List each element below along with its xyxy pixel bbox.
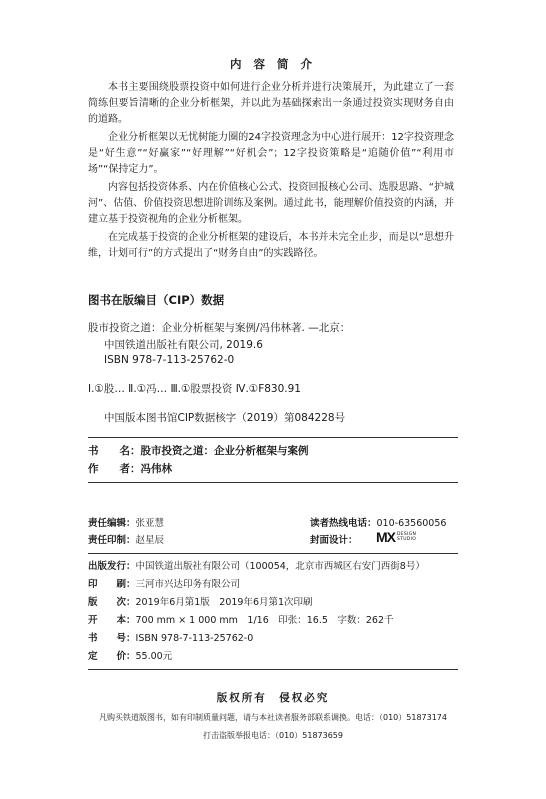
summary-paragraph: 内容包括投资体系、内在价值核心公式、投资回报核心公司、选股思路、“护城河”、估值、价值投资思想进阶训练及案例。通过此书，能理解价值投资的内涵，并建立基于投资视角的企业分析框架。 [88, 182, 454, 225]
isbn-label: 书 号： [88, 633, 136, 644]
book-title-row [88, 443, 309, 458]
cover-design-label: 封面设计： [310, 535, 358, 546]
summary-title: 内 容 简 介 [229, 57, 316, 71]
hotline-number: 010-63560056 [376, 518, 447, 529]
piracy-hotline: 打击盗版举报电话：（010）51873659 [203, 731, 343, 740]
section-divider [88, 669, 458, 670]
logo-sub-line: DESIGN [397, 532, 417, 537]
book-title: 股市投资之道：企业分析框架与案例 [140, 445, 309, 457]
section-divider [88, 482, 458, 483]
cip-record-line: 中国铁道出版社有限公司, 2019.6 [104, 339, 263, 351]
publish-label: 出版发行： [88, 561, 136, 572]
section-divider [88, 553, 458, 554]
cip-classification: Ⅰ.①股… Ⅱ.①冯… Ⅲ.①股票投资 Ⅳ.①F830.91 [88, 383, 301, 395]
format-row [88, 612, 394, 626]
book-author: 冯伟林 [140, 463, 172, 475]
print-value: 三河市兴达印务有限公司 [135, 579, 241, 590]
logo-mark: MX [376, 529, 395, 545]
logo-sub-line: STUDIO [397, 537, 417, 542]
design-studio-logo [376, 529, 416, 545]
cip-record-line: 股市投资之道：企业分析框架与案例/冯伟林著. —北京： [88, 322, 351, 334]
hotline-label: 读者热线电话： [310, 518, 377, 529]
hotline-row [310, 515, 446, 529]
logo-subtitle [397, 532, 416, 542]
isbn-value: ISBN 978-7-113-25762-0 [135, 633, 254, 644]
format-label: 开 本： [88, 615, 136, 626]
price-label: 定 价： [88, 651, 136, 662]
summary-paragraph: 在完成基于投资的企业分析框架的建设后，本书并未完全止步，而是以“思想升维，计划可行”的方式提出了“财务自由”的实践路径。 [88, 232, 454, 259]
price-value: 55.00元 [135, 651, 173, 662]
printing-label: 责任印制： [88, 535, 136, 546]
print-label: 印 刷： [88, 579, 136, 590]
format-value: 700 mm × 1 000 mm 1/16 印张：16.5 字数：262千 [135, 615, 394, 626]
cover-design-row [310, 532, 358, 546]
cip-isbn: ISBN 978-7-113-25762-0 [104, 354, 235, 366]
editor-row [88, 515, 164, 529]
editor-name: 张亚慧 [135, 518, 165, 529]
summary-paragraph: 企业分析框架以无忧树能力圈的24字投资理念为中心进行展开：12字投资理念是“好生意”“好赢家”“好理解”“好机会”；12字投资策略是“追随价值”“利用市场”“保持定力”。 [88, 132, 454, 175]
publish-value: 中国铁道出版社有限公司（100054，北京市西城区右安门西街8号） [135, 561, 425, 572]
editor-label: 责任编辑： [88, 518, 136, 529]
isbn-row [88, 630, 253, 644]
edition-value: 2019年6月第1版 2019年6月第1次印刷 [135, 597, 313, 608]
book-title-label: 书 名： [88, 445, 141, 457]
printing-name: 赵星辰 [135, 535, 165, 546]
edition-label: 版 次： [88, 597, 136, 608]
cip-heading: 图书在版编目（CIP）数据 [88, 293, 225, 307]
price-row [88, 648, 172, 662]
printing-row [88, 532, 164, 546]
summary-paragraph: 本书主要围绕股票投资中如何进行企业分析并进行决策展开，为此建立了一套简练但要旨清晰的企业分析框架，并以此为基础探索出一条通过投资实现财务自由的道路。 [88, 82, 454, 125]
book-author-label: 作 者： [88, 463, 141, 475]
rights-title: 版权所有 侵权必究 [216, 692, 330, 704]
edition-row [88, 594, 313, 608]
print-row [88, 576, 240, 590]
book-author-row [88, 461, 172, 476]
section-divider [88, 437, 458, 438]
rights-notice: 凡购买铁道版图书，如有印制质量问题，请与本社读者服务部联系调换。电话：（010）51873174 [99, 713, 447, 722]
cip-library-number: 中国版本图书馆CIP数据核字（2019）第084228号 [104, 412, 346, 424]
publish-row [88, 558, 425, 572]
summary-body [88, 80, 454, 264]
